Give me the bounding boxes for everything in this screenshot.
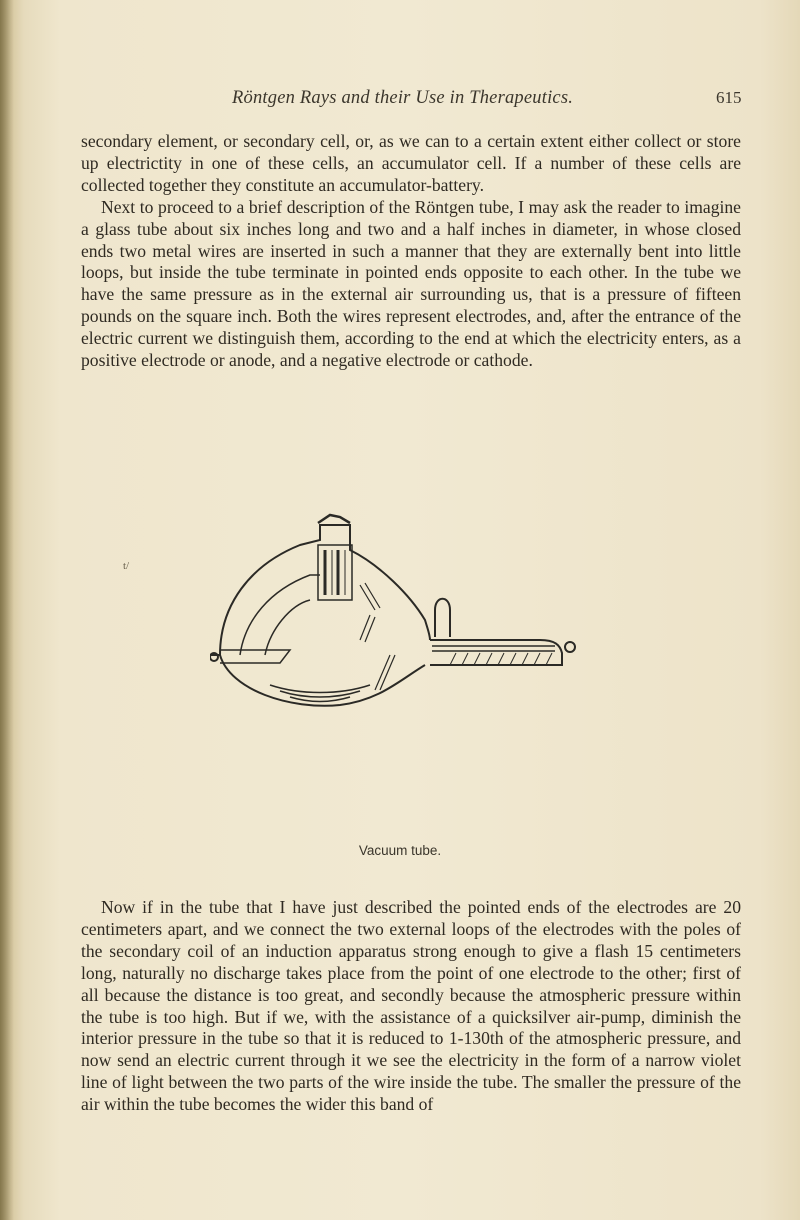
top-loop (318, 515, 350, 523)
paragraph-1: secondary element, or secondary cell, or, as we can to a certain extent either collect or store up electrictity in one of these cells, an accumulator cell. If a number of these cells are collected together they constitute an accumulator-battery. (81, 131, 741, 195)
figure-caption: Vacuum tube. (358, 843, 442, 858)
paragraph-2: Next to proceed to a brief description of the Röntgen tube, I may ask the reader to imagine a glass tube about six inches long and two and a half inches in diameter, in whose closed ends two metal wires are inserted in such a manner that they are externally bent into little loops, but inside the tube terminate in pointed ends opposite to each other. In the tube we have the same pressure as in the external air surrounding us, that is a pressure of fifteen pounds on the square inch. Both the wires represent electrodes, and, after the entrance of the electric current we distinguish them, according to the end at which the electricity enters, as a positive electrode or anode, and a negative electrode or cathode. (81, 196, 741, 371)
text-block-bottom (81, 897, 741, 1116)
upper-electrode-housing (318, 545, 352, 600)
paragraph-3: Now if in the tube that I have just described the pointed ends of the electrodes are 20 centimeters apart, and we connect the two external loops of the electrodes with the poles of the secondary coil of an induction apparatus strong enough to give a flash 15 centimeters long, naturally no discharge takes place from the point of one electrode to the other; first of all because the distance is too great, and secondly because the atmospheric pressure within the tube is too high. But if we, with the assistance of a quicksilver air-pump, diminish the interior pressure in the tube so that it is reduced to 1-130th of the atmospheric pressure, and now send an electric current through it we see the electricity in the form of a narrow violet line of light between the two parts of the wire inside the tube. The smaller the pressure of the air within the tube becomes the wider this band of (81, 897, 741, 1115)
side-arm (430, 640, 562, 665)
right-terminal-loop (565, 642, 575, 652)
text-block-top (81, 131, 741, 372)
inner-electrode-strokes (360, 583, 395, 690)
figure-side-label: t/ (123, 560, 130, 572)
spine-shadow (0, 0, 14, 1220)
bulb-base-lines (270, 685, 370, 702)
side-arm-hatching (450, 653, 552, 665)
vacuum-tube-illustration (210, 505, 630, 715)
running-head: Röntgen Rays and their Use in Therapeutics. (232, 88, 574, 108)
page-header (0, 88, 800, 112)
page-number: 615 (716, 88, 742, 107)
side-stem (435, 599, 450, 637)
